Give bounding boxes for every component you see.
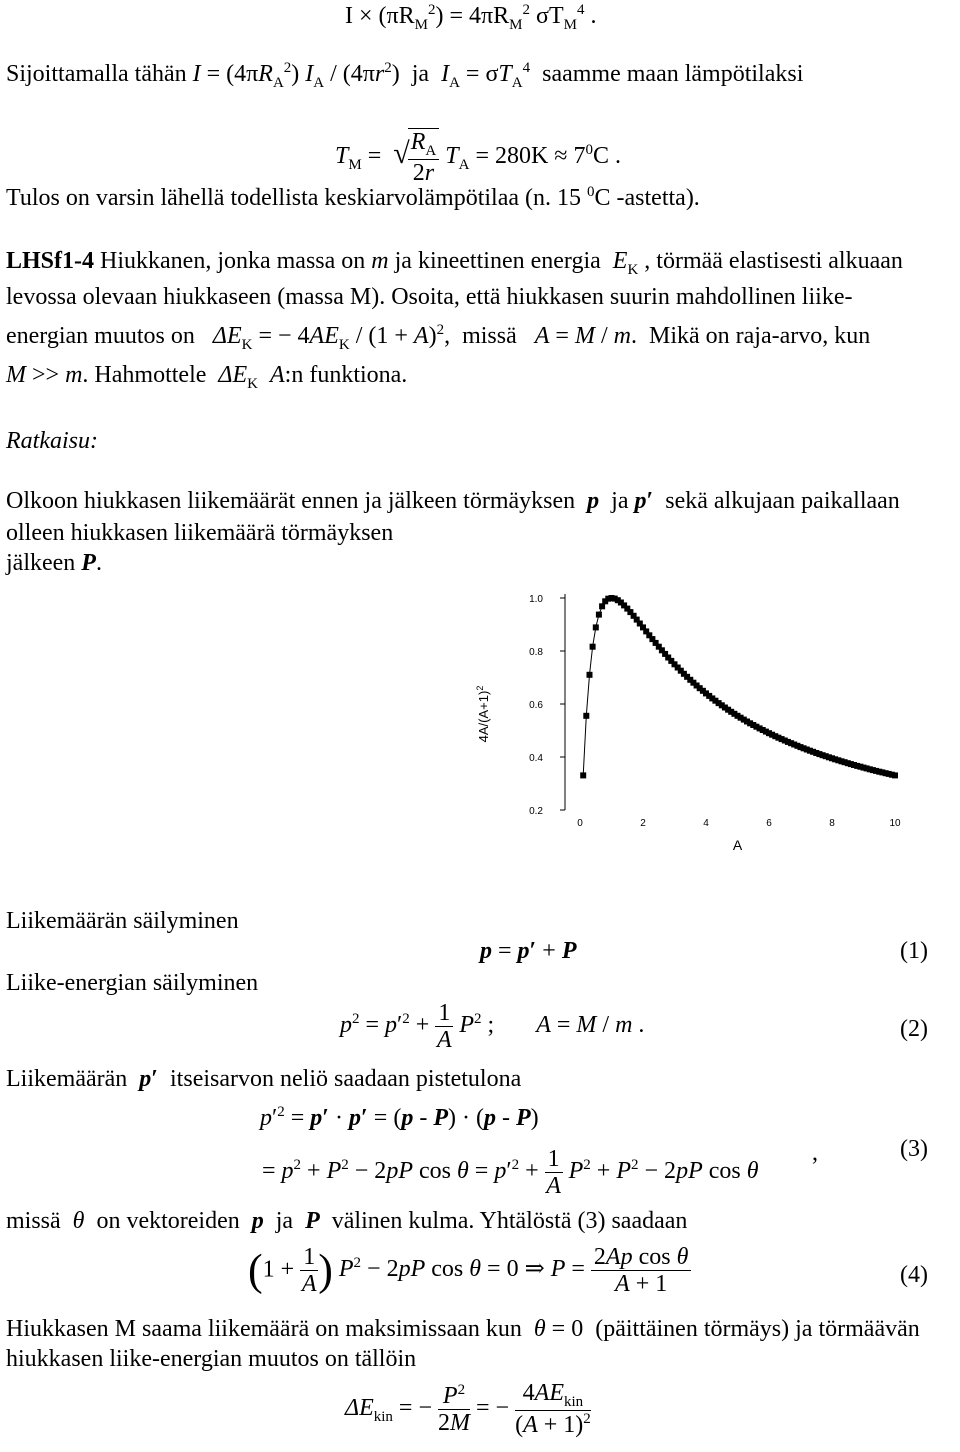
y-axis-label: $4A/(A+1)^2$ (475, 685, 491, 743)
x-axis-label: A (732, 837, 743, 853)
fraction-numerator: 1 (300, 1244, 318, 1271)
data-point (583, 713, 589, 719)
fraction-numerator: 2Ap cos θ (591, 1244, 691, 1271)
problem-line-4: M >> m. Hahmottele $\Delta E_K$ A:n funktiona. (6, 362, 408, 392)
eq3b-fraction (545, 1146, 563, 1200)
fraction-numerator: $R_A$ (408, 129, 440, 160)
solution-heading: Ratkaisu: (6, 428, 98, 454)
fraction-numerator: $4AE_{kin}$ (515, 1380, 591, 1411)
x-tick-label: 10 (889, 818, 901, 829)
equation-1-number: (1) (900, 938, 928, 964)
eq4-fraction-2 (591, 1244, 691, 1298)
eq3b-left: = $p^2 + P^2 - 2pP$ $\cos \theta = p'^2$ + (262, 1157, 539, 1185)
fraction-denominator: $(A + 1)^2$ (515, 1411, 591, 1439)
max-line-1: Hiukkasen M saama liikemäärä on maksimissaan kun θ = 0 (päittäinen törmäys) ja törmäävän (6, 1316, 920, 1342)
tm-right: $T_A = 280K \approx 7^0C$ . (445, 141, 621, 173)
max-line-2: hiukkasen liike-energian muutos on tällöin (6, 1346, 417, 1372)
fraction-denominator: 2r (412, 160, 435, 187)
paren-close-icon: ) (318, 1245, 333, 1295)
final-fraction-2 (515, 1380, 591, 1439)
fraction-denominator: A + 1 (615, 1271, 668, 1298)
eq4-fraction (300, 1244, 318, 1298)
fraction-numerator: $P^2$ (438, 1382, 470, 1410)
eq2-left: $p^2 = p'^2$ + (340, 1011, 430, 1039)
y-tick-label: 0.8 (529, 647, 543, 658)
data-point (590, 644, 596, 650)
cons-momentum-label: Liikemäärän säilyminen (6, 908, 239, 934)
y-tick-label: 1.0 (529, 594, 543, 605)
equation-2 (340, 1000, 644, 1054)
x-tick-label: 6 (766, 818, 772, 829)
problem-line-2: levossa olevaan hiukkaseen (massa M). Osoita, että hiukkasen suurin mahdollinen liike- (6, 284, 853, 310)
eq4-open: 1 + (262, 1256, 295, 1283)
final-equation (345, 1380, 591, 1439)
modulus-line: Liikemäärän p′ itseisarvon neliö saadaan pistetulona (6, 1066, 522, 1092)
intro-line-3: jälkeen P. (6, 550, 102, 576)
fraction-denominator: A (437, 1027, 452, 1054)
data-point (580, 772, 586, 778)
problem-line-1: LHSf1-4 Hiukkanen, jonka massa on m ja kineettinen energia $E_K$ , törmää elastisesti alkuaan (6, 248, 903, 278)
curve-line (583, 598, 895, 775)
final-mid: = − (476, 1394, 510, 1421)
substitution-line: Sijoittamalla tähän $I = (4\pi R_A^2)$ $I_A / (4\pi r^2)$ ja $I_A = \sigma T_A^4$ saamme maan lämpötilaksi (6, 60, 804, 91)
x-tick-label: 0 (577, 818, 583, 829)
data-point (587, 672, 593, 678)
sqrt-fraction (408, 128, 440, 187)
equation-earth-temperature (335, 128, 621, 187)
intro-line-1: Olkoon hiukkasen liikemäärät ennen ja jälkeen törmäyksen p ja p′ sekä alkujaan paikallaan (6, 488, 900, 514)
x-tick-label: 8 (829, 818, 835, 829)
y-tick-label: 0.4 (529, 753, 543, 764)
equation-flux-balance: $I \times (\pi R_M^2) = 4\pi R_M^2$ $\sigma T_M^4$ . (345, 2, 597, 33)
sqrt-icon: √ (393, 136, 410, 170)
fraction-numerator: 1 (435, 1000, 453, 1027)
eq4-mid: $P^2 - 2pP$ cos θ = 0 ⇒ P = (338, 1255, 585, 1283)
energy-change-chart (470, 580, 930, 870)
data-point (593, 624, 599, 630)
equation-3-comma: , (812, 1140, 818, 1166)
equation-2-number: (2) (900, 1016, 928, 1042)
tm-left: $T_M$ = (335, 142, 382, 173)
fraction-numerator: 1 (545, 1146, 563, 1173)
x-tick-label: 4 (703, 818, 709, 829)
intro-line-2: olleen hiukkasen liikemäärä törmäyksen (6, 520, 394, 546)
eq2-fraction (435, 1000, 453, 1054)
y-tick-label: 0.2 (529, 806, 543, 817)
fraction-denominator: 2M (438, 1410, 470, 1437)
fraction-denominator: A (546, 1173, 561, 1200)
theta-line: missä θ on vektoreiden p ja P välinen kulma. Yhtälöstä (3) saadaan (6, 1208, 688, 1234)
fraction-denominator: A (301, 1271, 317, 1298)
y-tick-label: 0.6 (529, 700, 543, 711)
equation-4-number: (4) (900, 1262, 928, 1288)
eq3b-right: $P^2 + P^2 - 2pP$ cos θ (568, 1157, 759, 1185)
equation-3b (262, 1146, 759, 1200)
final-fraction-1 (438, 1382, 470, 1437)
problem-line-3: energian muutos on $\Delta E_K$ = − $4AE_K / (1 + A)^2$, missä A = M / m. Mikä on raja-arvo, kun (6, 322, 871, 353)
equation-3-number: (3) (900, 1136, 928, 1162)
equation-4 (248, 1244, 691, 1298)
eq2-right: $P^2$ ; A = M / m . (459, 1011, 645, 1039)
x-tick-label: 2 (640, 818, 646, 829)
data-point (596, 612, 602, 618)
result-line: Tulos on varsin lähellä todellista keskiarvolämpötilaa (n. 15 $^0$C -astetta). (6, 184, 700, 211)
final-left: $\Delta E_{kin}$ = − (345, 1394, 432, 1425)
equation-1: p = p′ + P (480, 938, 577, 964)
cons-energy-label: Liike-energian säilyminen (6, 970, 259, 996)
paren-open-icon: ( (248, 1245, 263, 1295)
data-point (892, 772, 898, 778)
equation-3a: $p'^2 = p' \cdot p' = (p - P) \cdot (p - P)$ (260, 1104, 539, 1131)
